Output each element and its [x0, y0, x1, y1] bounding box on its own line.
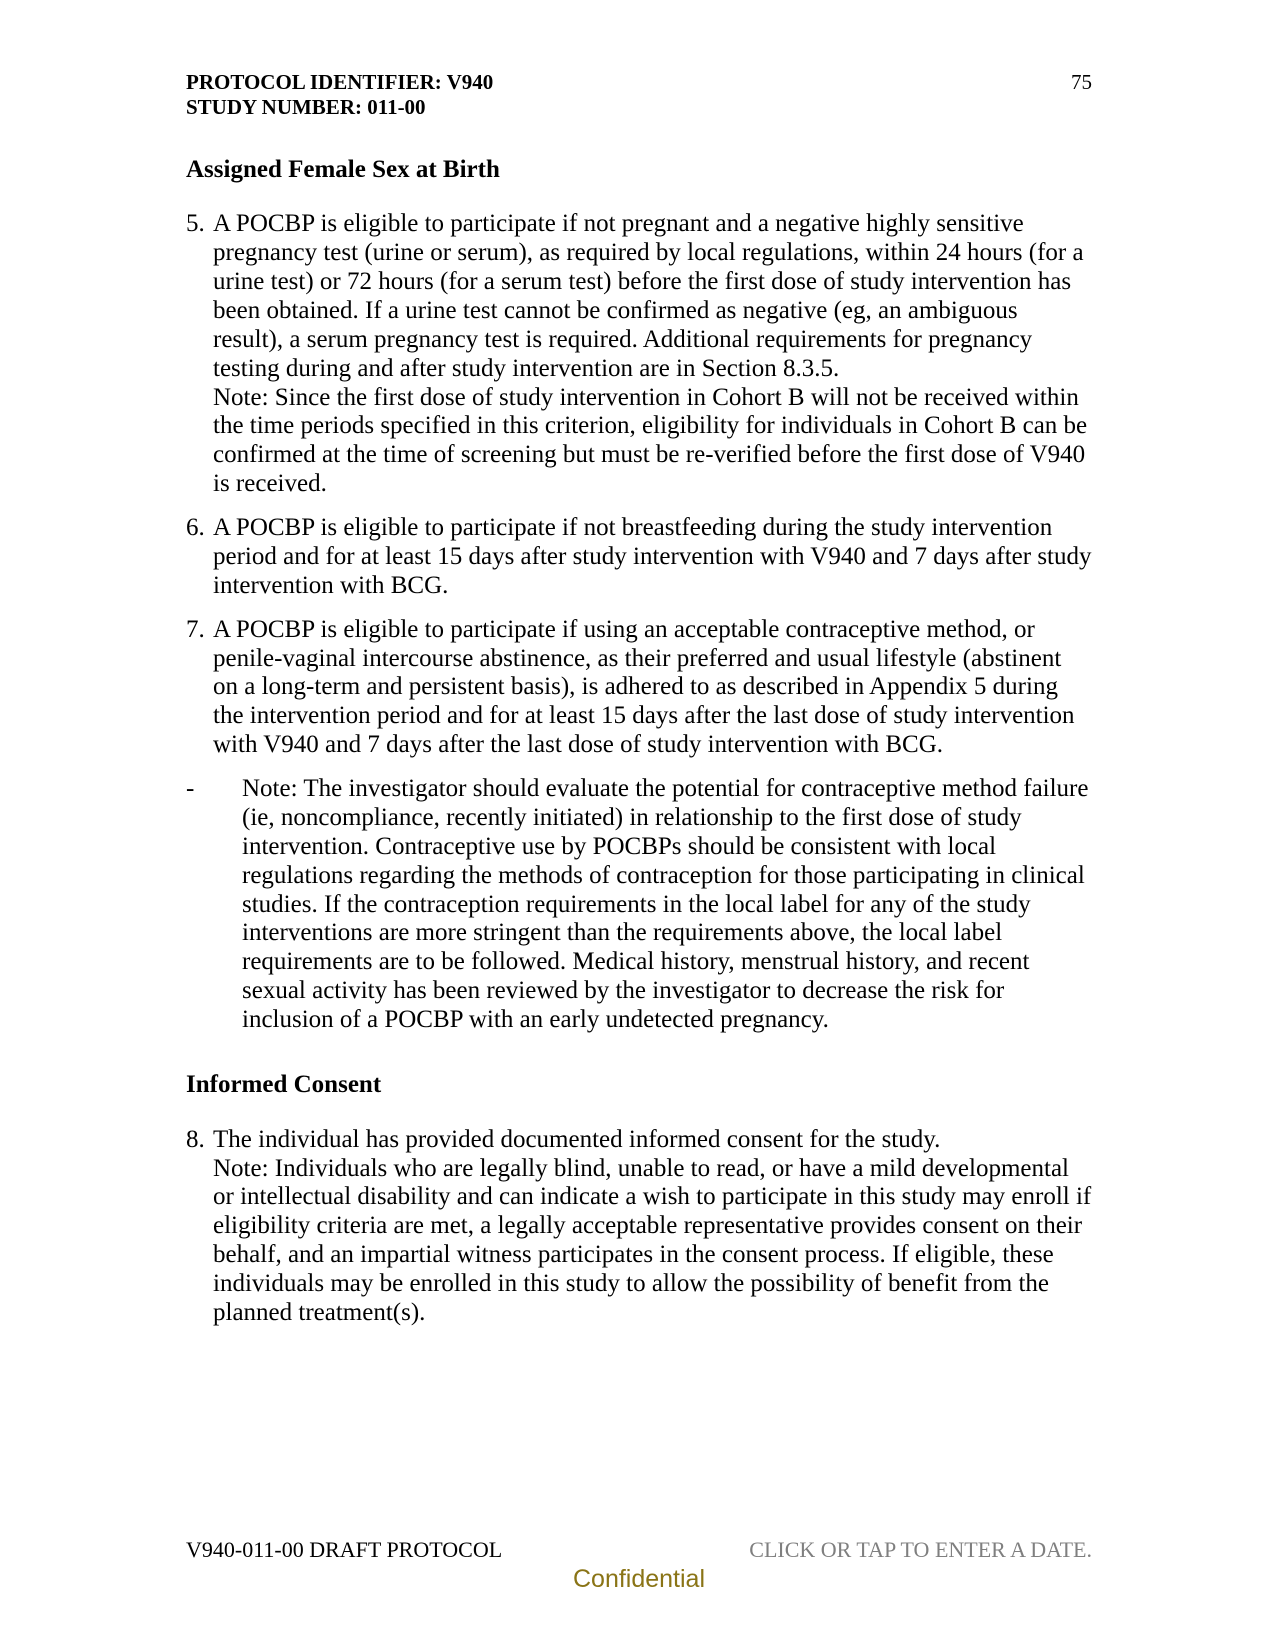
item-note-paragraph: Note: Since the first dose of study intervention in Cohort B will not be received within the time periods specified in this criterion, eligibility for individuals in Cohort B can be confirmed at the time of screening but must be re-verified before the first dose of V940 is received. [213, 383, 1088, 498]
list-item-body [213, 514, 1092, 601]
page-content [186, 70, 1092, 1343]
document-header [186, 70, 1092, 120]
footer-date-placeholder[interactable]: CLICK OR TAP TO ENTER A DATE. [749, 1536, 1092, 1562]
page-number: 75 [1071, 70, 1092, 94]
list-item-6 [186, 514, 1092, 601]
protocol-identifier: PROTOCOL IDENTIFIER: V940 [186, 70, 494, 94]
list-item-7 [186, 616, 1092, 760]
list-marker: 8. [186, 1125, 205, 1153]
study-number: STUDY NUMBER: 011-00 [186, 94, 426, 119]
footer-confidential-label: Confidential [572, 1565, 706, 1593]
list-item-body [242, 775, 1092, 1035]
page-footer [186, 1537, 1092, 1594]
footer-protocol-label: V940-011-00 DRAFT PROTOCOL [186, 1536, 503, 1562]
list-item-5 [186, 210, 1092, 499]
list-marker: 7. [186, 615, 205, 643]
list-item-8 [186, 1126, 1092, 1328]
list-marker: 6. [186, 514, 205, 542]
list-item-dash-note [186, 775, 1092, 1035]
dash-marker: - [186, 775, 195, 803]
item-paragraph: A POCBP is eligible to participate if not breastfeeding during the study intervention period and for at least 15 days after study intervention with V940 and 7 days after study intervention with BCG. [213, 514, 1092, 599]
item-note-paragraph: Note: The investigator should evaluate the potential for contraceptive method failure (ie, noncompliance, recently initiated) in relationship to the first dose of study intervention. Contraceptive use by POCBPs should be consistent with local regulations regarding the methods of contraception for those participating in clinical studies. If the contraception requirements in the local label for any of the study interventions are more stringent than the requirements above, the local label requirements are to be followed. Medical history, menstrual history, and recent sexual activity has been reviewed by the investigator to decrease the risk for inclusion of a POCBP with an early undetected pregnancy. [242, 775, 1089, 1034]
list-marker: 5. [186, 210, 205, 238]
section-heading-assigned-female-sex-at-birth: Assigned Female Sex at Birth [186, 155, 500, 183]
item-note-paragraph: Note: Individuals who are legally blind, unable to read, or have a mild developmental or intellectual disability and can indicate a wish to participate in this study may enroll if eligibility criteria are met, a legally acceptable representative provides consent on their behalf, and an impartial witness participates in the consent process. If eligible, these individuals may be enrolled in this study to allow the possibility of benefit from the planned treatment(s). [213, 1154, 1092, 1326]
item-paragraph: The individual has provided documented informed consent for the study. [213, 1125, 941, 1153]
protocol-header-block [186, 70, 493, 120]
section-heading-informed-consent: Informed Consent [186, 1070, 382, 1098]
list-item-body [213, 210, 1092, 499]
footer-row [186, 1537, 1092, 1562]
list-item-body [213, 1126, 1092, 1328]
list-item-body [213, 616, 1092, 760]
item-paragraph: A POCBP is eligible to participate if not pregnant and a negative highly sensitive pregnancy test (urine or serum), as required by local regulations, within 24 hours (for a urine test) or 72 hours (for a serum test) before the first dose of study intervention has been obtained. If a urine test cannot be confirmed as negative (eg, an ambiguous result), a serum pregnancy test is required. Additional requirements for pregnancy testing during and after study intervention are in Section 8.3.5. [213, 210, 1084, 382]
item-paragraph: A POCBP is eligible to participate if using an acceptable contraceptive method, or penile-vaginal intercourse abstinence, as their preferred and usual lifestyle (abstinent on a long-term and persistent basis), is adhered to as described in Appendix 5 during the intervention period and for at least 15 days after the last dose of study intervention with V940 and 7 days after the last dose of study intervention with BCG. [213, 615, 1075, 759]
